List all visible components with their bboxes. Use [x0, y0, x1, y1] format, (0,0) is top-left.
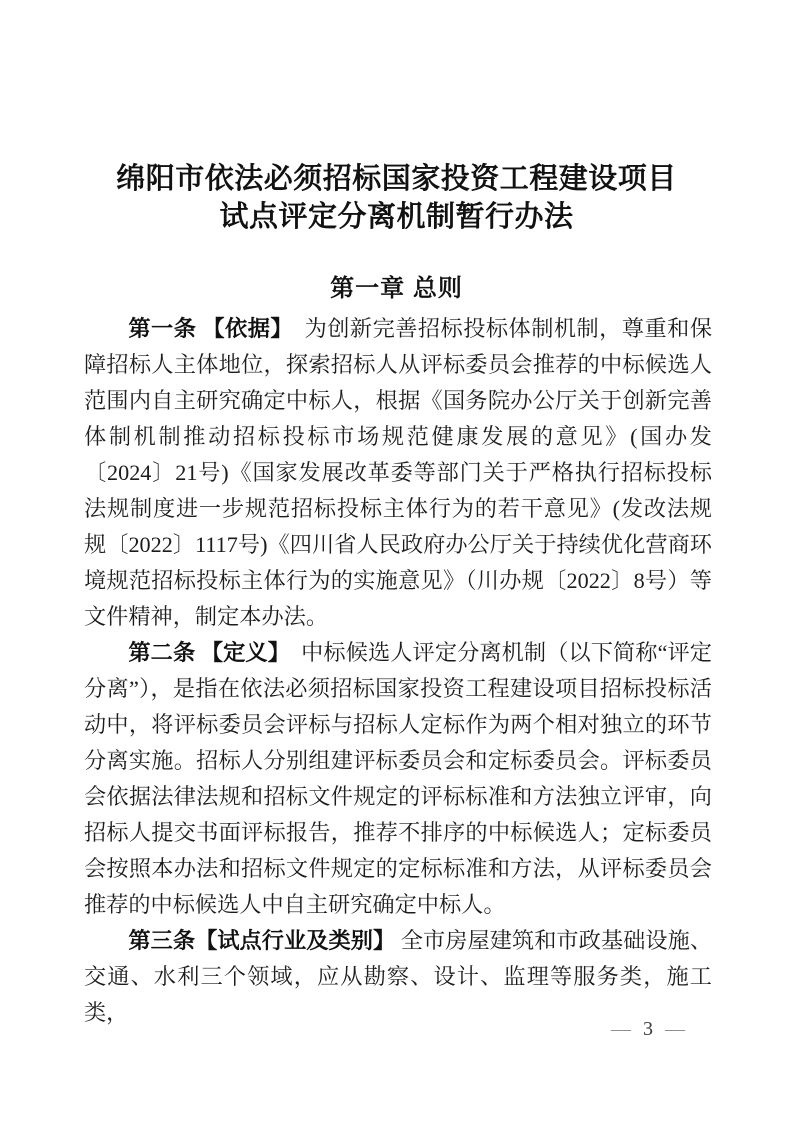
article-3-text: 全市房屋建筑和市政基础设施、交通、水利三个领域，应从勘察、设计、监理等服务类，施工类， [84, 928, 713, 1025]
article-3-paragraph [84, 923, 712, 1031]
footer-dash-right: — [665, 1018, 685, 1040]
article-2-paragraph [84, 635, 712, 923]
article-1-lead: 第一条 【依据】 [128, 316, 282, 341]
document-title [0, 160, 793, 236]
page-footer [611, 1017, 685, 1041]
footer-dash-left: — [611, 1018, 631, 1040]
article-1-paragraph [84, 311, 712, 635]
article-2-text: 中标候选人评定分离机制（以下简称“评定分离”），是指在依法必须招标国家投资工程建设项目招标投标活动中，将评标委员会评标与招标人定标作为两个相对独立的环节分离实施。招标人分别组建评标委员会和定标委员会。评标委员会依据法律法规和招标文件规定的评标标准和方法独立评审，向招标人提交书面评标报告，推荐不排序的中标候选人；定标委员会按照本办法和招标文件规定的定标标准和方法，从评标委员会推荐的中标候选人中自主研究确定中标人。 [84, 640, 712, 917]
article-3-lead: 第三条【试点行业及类别】 [128, 928, 396, 953]
page-number: 3 [643, 1018, 653, 1040]
article-1-text: 为创新完善招标投标体制机制，尊重和保障招标人主体地位，探索招标人从评标委员会推荐的中标候选人范围内自主研究确定中标人，根据《国务院办公厅关于创新完善体制机制推动招标投标市场规范健康发展的意见》(国办发〔2024〕21号)《国家发展改革委等部门关于严格执行招标投标法规制度进一步规范招标投标主体行为的若干意见》(发改法规规〔2022〕1117号)《四川省人民政府办公厅关于持续优化营商环境规范招标投标主体行为的实施意见》（川办规〔2022〕8号）等文件精神，制定本办法。 [84, 316, 713, 629]
document-title-line2: 试点评定分离机制暂行办法 [219, 201, 574, 233]
document-body [84, 311, 712, 1031]
chapter-heading: 第一章 总则 [330, 275, 463, 302]
document-title-line1: 绵阳市依法必须招标国家投资工程建设项目 [116, 163, 677, 195]
article-2-lead: 第二条 【定义】 [128, 640, 279, 665]
